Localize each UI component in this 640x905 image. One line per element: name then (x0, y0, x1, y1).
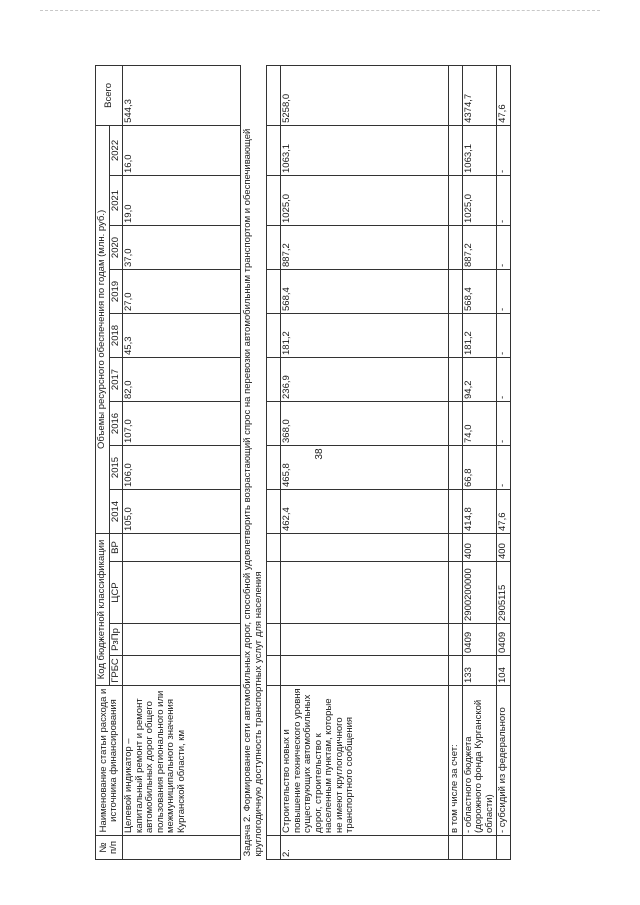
header-grbs: ГРБС (109, 656, 123, 686)
cell-rzpr (267, 624, 281, 656)
rotated-table-wrapper (95, 70, 540, 860)
cell-value (267, 445, 281, 489)
cell-value (267, 269, 281, 313)
cell-value: - (497, 175, 511, 225)
header-year: 2017 (109, 357, 123, 401)
cell-value: 462,4 (281, 489, 449, 533)
cell-grbs (123, 656, 241, 686)
cell-value: 568,4 (462, 269, 497, 313)
cell-value (449, 313, 463, 357)
header-year: 2019 (109, 269, 123, 313)
cell-value: 236,9 (281, 357, 449, 401)
cell-value: 1025,0 (281, 175, 449, 225)
cell-name: - субсидий из федерального (497, 686, 511, 836)
cell-value: 105,0 (123, 489, 241, 533)
cell-grbs (449, 656, 463, 686)
header-rzpr: РзПр (109, 624, 123, 656)
cell-value: - (497, 269, 511, 313)
cell-vr: 400 (497, 533, 511, 561)
cell-vr: 400 (462, 533, 497, 561)
header-year: 2018 (109, 313, 123, 357)
cell-value (267, 489, 281, 533)
table-row (497, 65, 511, 859)
cell-value (449, 125, 463, 175)
cell-value (449, 269, 463, 313)
cell-value: 887,2 (462, 225, 497, 269)
cell-vr (267, 533, 281, 561)
cell-total: 5258,0 (281, 65, 449, 125)
header-year: 2020 (109, 225, 123, 269)
cell-value: 74,0 (462, 401, 497, 445)
cell-value: 94,2 (462, 357, 497, 401)
cell-rzpr: 0409 (462, 624, 497, 656)
cell-no (497, 836, 511, 860)
cell-value: - (497, 313, 511, 357)
resource-table (95, 65, 511, 860)
header-volumes: Объемы ресурсного обеспечения по годам (млн. руб.) (96, 125, 110, 533)
cell-vr (449, 533, 463, 561)
cell-value: - (497, 125, 511, 175)
table-row (462, 65, 497, 859)
cell-value (449, 175, 463, 225)
header-year: 2022 (109, 125, 123, 175)
header-year: 2014 (109, 489, 123, 533)
header-year: 2015 (109, 445, 123, 489)
cell-name: Строительство новых и повышение технического уровня существующих автомобильных дорог, строительство к населенным пунктам, которые не имеют круглогодичного транспортного сообщения (281, 686, 449, 836)
cell-no (449, 836, 463, 860)
scan-artifact-line (40, 10, 600, 11)
cell-name: в том числе за счет: (449, 686, 463, 836)
cell-value (449, 401, 463, 445)
cell-value: 368,0 (281, 401, 449, 445)
header-row-1 (96, 65, 110, 859)
cell-value: - (497, 357, 511, 401)
cell-grbs (267, 656, 281, 686)
cell-value (267, 357, 281, 401)
cell-no: 2. (281, 836, 449, 860)
cell-name: - областного бюджета (дорожного фонда Курганской области) (462, 686, 497, 836)
cell-value (449, 489, 463, 533)
cell-value (267, 401, 281, 445)
cell-vr (123, 533, 241, 561)
cell-value: 27,0 (123, 269, 241, 313)
cell-rzpr (123, 624, 241, 656)
cell-name (267, 686, 281, 836)
cell-value: 414,8 (462, 489, 497, 533)
cell-name: Целевой индикатор – капитальный ремонт и ремонт автомобильных дорог общего пользования регионального или межмуниципального значения Курганской области, км (123, 686, 241, 836)
cell-value: 37,0 (123, 225, 241, 269)
header-vr: ВР (109, 533, 123, 561)
cell-grbs: 104 (497, 656, 511, 686)
cell-total (449, 65, 463, 125)
cell-value: 568,4 (281, 269, 449, 313)
cell-grbs (281, 656, 449, 686)
page-number: 38 (314, 448, 325, 460)
cell-value: - (497, 445, 511, 489)
header-year: 2016 (109, 401, 123, 445)
cell-value (267, 175, 281, 225)
cell-csr: 2900200000 (462, 562, 497, 624)
cell-value (267, 125, 281, 175)
cell-value: 1025,0 (462, 175, 497, 225)
cell-no (123, 836, 241, 860)
cell-no (462, 836, 497, 860)
cell-value: 1063,1 (281, 125, 449, 175)
cell-csr: 2905115 (497, 562, 511, 624)
cell-value: 181,2 (462, 313, 497, 357)
cell-total: 47,6 (497, 65, 511, 125)
cell-value (449, 445, 463, 489)
table-row (281, 65, 449, 859)
cell-value: 82,0 (123, 357, 241, 401)
cell-value: 887,2 (281, 225, 449, 269)
cell-no (267, 836, 281, 860)
cell-value (449, 357, 463, 401)
cell-grbs: 133 (462, 656, 497, 686)
task-2-heading: Задача 2. Формирование сети автомобильных дорог, способной удовлетворить возрастающий спрос на перевозки автомобильным транспортом и обеспечивающей круглогодичную доступность транспортных услуг для населения (241, 65, 267, 859)
cell-value: 66,8 (462, 445, 497, 489)
header-name: Наименование статьи расхода и источника финансирования (96, 686, 123, 836)
cell-value: 47,6 (497, 489, 511, 533)
cell-rzpr: 0409 (497, 624, 511, 656)
cell-value: 107,0 (123, 401, 241, 445)
cell-value: 45,3 (123, 313, 241, 357)
cell-value: 181,2 (281, 313, 449, 357)
cell-total: 4374,7 (462, 65, 497, 125)
table-row (449, 65, 463, 859)
cell-value: 16,0 (123, 125, 241, 175)
cell-csr (267, 562, 281, 624)
table-row (267, 65, 281, 859)
cell-rzpr (281, 624, 449, 656)
cell-value (449, 225, 463, 269)
header-year: 2021 (109, 175, 123, 225)
header-budget-code: Код бюджетной классификации (96, 533, 110, 685)
cell-value: - (497, 401, 511, 445)
cell-value (267, 313, 281, 357)
cell-total: 544,3 (123, 65, 241, 125)
cell-value: 465,8 (281, 445, 449, 489)
header-no: № п/п (96, 836, 123, 860)
cell-csr (123, 562, 241, 624)
header-total: Всего (96, 65, 123, 125)
table-row (123, 65, 241, 859)
cell-value: 19,0 (123, 175, 241, 225)
task-row (241, 65, 267, 859)
cell-value: - (497, 225, 511, 269)
header-csr: ЦСР (109, 562, 123, 624)
cell-csr (449, 562, 463, 624)
cell-rzpr (449, 624, 463, 656)
cell-value: 1063,1 (462, 125, 497, 175)
cell-total (267, 65, 281, 125)
cell-value (267, 225, 281, 269)
cell-vr (281, 533, 449, 561)
cell-value: 106,0 (123, 445, 241, 489)
cell-csr (281, 562, 449, 624)
